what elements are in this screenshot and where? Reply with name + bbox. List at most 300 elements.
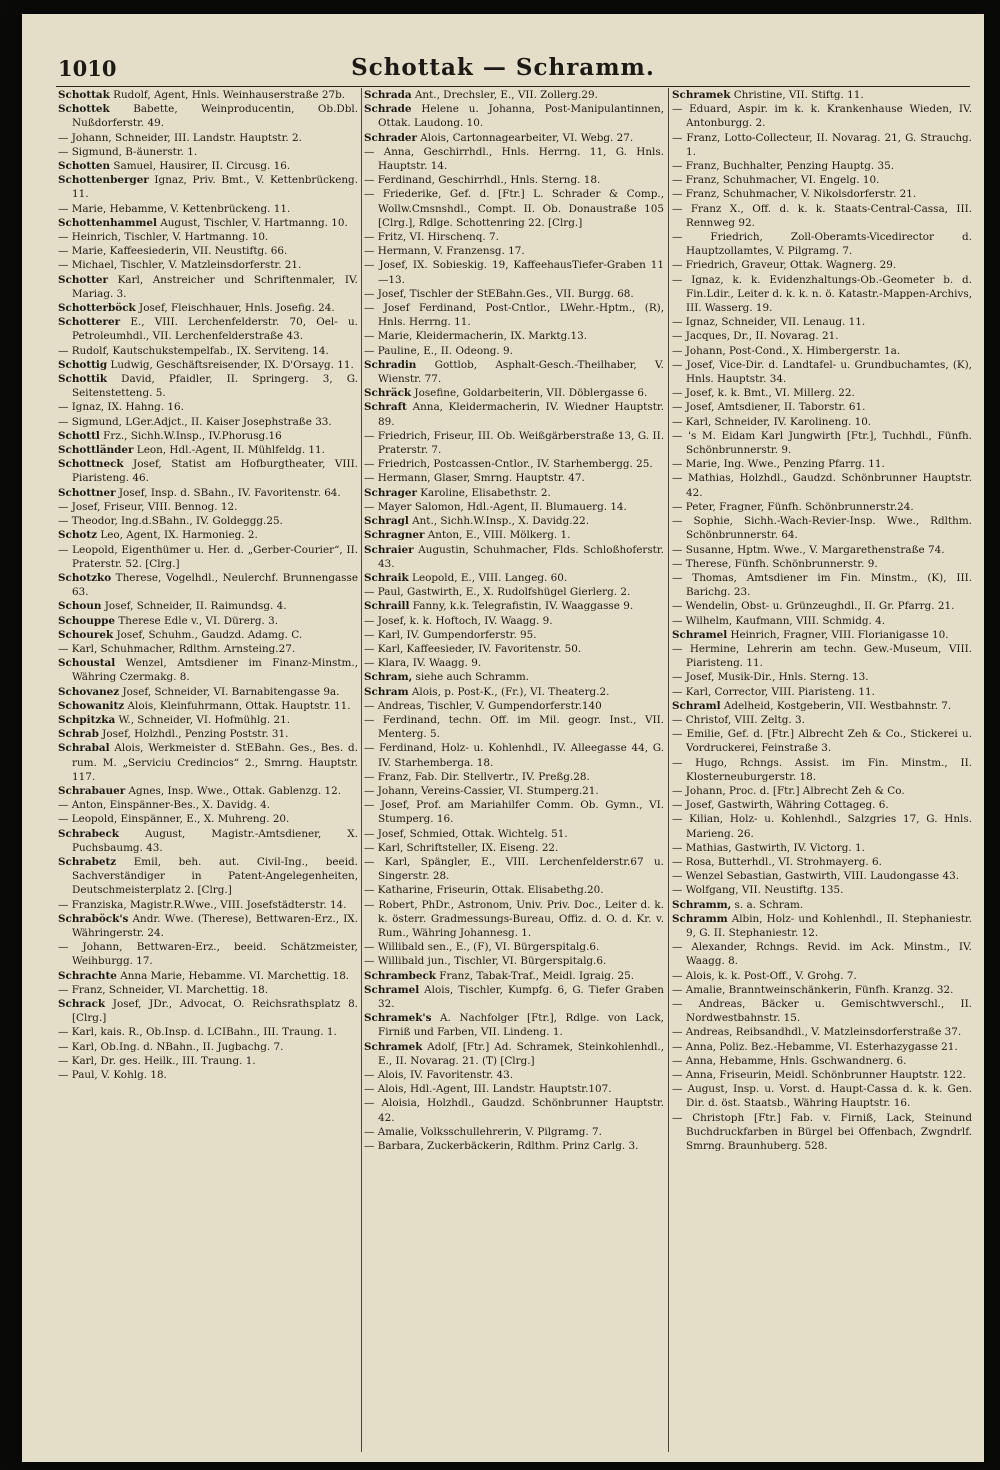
entry-details: — Ferdinand, techn. Off. im Mil. geogr. Inst., VII. Menterg. 5.: [364, 713, 664, 741]
directory-entry: [672, 173, 972, 187]
directory-entry: [58, 372, 358, 400]
entry-details: Frz., Sichh.W.Insp., IV.Phorusg.16: [99, 429, 282, 442]
entry-details: — Christoph [Ftr.] Fab. v. Firniß, Lack, Steinund Buchdruckfarben in Bürgel bei Offenbach, Zwgndrlf. Smrng. Braunhuberg. 528.: [672, 1111, 972, 1153]
directory-entry: [364, 244, 664, 258]
entry-surname: Schramel: [364, 983, 420, 996]
entry-surname: Schotten: [58, 160, 111, 173]
directory-entry: [672, 670, 972, 684]
directory-entry: [672, 1082, 972, 1110]
entry-details: Josef, Schuhm., Gaudzd. Adamg. C.: [113, 628, 303, 641]
entry-details: — Heinrich, Tischler, V. Hartmanng. 10.: [58, 231, 269, 244]
entry-details: — Mayer Salomon, Hdl.-Agent, II. Blumauerg. 14.: [364, 500, 627, 513]
entry-details: — Katharine, Friseurin, Ottak. Elisabethg.20.: [364, 884, 604, 897]
directory-entry: [58, 784, 358, 798]
directory-entry: [672, 457, 972, 471]
directory-entry: [672, 685, 972, 699]
entry-details: W., Schneider, VI. Hofmühlg. 21.: [115, 713, 291, 726]
entry-details: Wenzel, Amtsdiener im Finanz-Minstm., Währing Czermakg. 8.: [72, 657, 358, 684]
directory-entry: [58, 258, 358, 272]
directory-entry: [364, 1068, 664, 1082]
directory-entry: [364, 543, 664, 571]
entry-details: — Marie, Kaffeesiederin, VII. Neustiftg. 66.: [58, 245, 288, 258]
entry-details: — Franz, Schneider, VI. Marchettig. 18.: [58, 983, 268, 996]
entry-details: — Willibald jun., Tischler, VI. Bürgerspitalg.6.: [364, 955, 607, 968]
directory-entry: [58, 741, 358, 784]
directory-entry: [58, 500, 358, 514]
entry-surname: Schottenhammel: [58, 216, 157, 229]
entry-surname: Schram: [364, 685, 409, 698]
entry-details: — Ignaz, IX. Hahng. 16.: [58, 401, 184, 414]
directory-entry: [58, 798, 358, 812]
directory-entry: [672, 940, 972, 968]
entry-details: — Sigmund, B-äunerstr. 1.: [58, 145, 198, 158]
entry-details: — Andreas, Tischler, V. Gumpendorferstr.140: [364, 699, 602, 712]
directory-entry: [58, 713, 358, 727]
entry-surname: Schramek: [672, 89, 731, 101]
entry-surname: Schrade: [364, 103, 412, 116]
entry-details: Gottlob, Asphalt-Gesch.-Theilhaber, V. Wienstr. 77.: [378, 358, 664, 386]
entry-details: Heinrich, Fragner, VIII. Florianigasse 10.: [727, 628, 949, 641]
entry-details: — Karl, Corrector, VIII. Piaristeng. 11.: [672, 685, 875, 698]
entry-details: Josef, Insp. d. SBahn., IV. Favoritenstr. 64.: [115, 486, 341, 499]
entry-details: — Wilhelm, Kaufmann, VIII. Schmidg. 4.: [672, 614, 886, 627]
entry-details: Therese, Vogelhdl., Neulerchf. Brunnengasse 63.: [72, 571, 358, 599]
directory-entry: [672, 599, 972, 613]
entry-details: Leo, Agent, IX. Harmonieg. 2.: [97, 529, 258, 542]
directory-entry: [672, 187, 972, 201]
entry-details: August, Tischler, V. Hartmanng. 10.: [156, 216, 348, 229]
directory-entry: [364, 514, 664, 528]
directory-entry: [672, 969, 972, 983]
entry-details: Josef, Fleischhauer, Hnls. Josefig. 24.: [135, 302, 335, 315]
entry-details: — Pauline, E., II. Odeong. 9.: [364, 344, 513, 357]
directory-entry: [364, 145, 664, 173]
entry-surname: Schrader: [364, 131, 417, 144]
entry-details: — Ignaz, Schneider, VII. Lenaug. 11.: [672, 316, 866, 329]
entry-details: Babette, Weinproducentin, Ob.Dbl. Nußdorferstr. 49.: [72, 103, 358, 130]
entry-surname: Schramel: [672, 628, 728, 641]
directory-entry: [672, 258, 972, 272]
entry-surname: Schottig: [58, 358, 108, 371]
entry-details: — Friederike, Gef. d. [Ftr.] L. Schrader & Comp., Wollw.Cmsnshdl., Compt. II. Ob. Donaustraße 105 [Clrg.], Rdlge. Schottenring 22. [Clrg.]: [364, 188, 664, 229]
entry-details: Josef, Holzhdl., Penzing Poststr. 31.: [98, 728, 289, 741]
directory-entry: [672, 386, 972, 400]
entry-details: David, Pfaidler, II. Springerg. 3, G. Seitenstetteng. 5.: [72, 373, 358, 400]
directory-entry: [364, 841, 664, 855]
entry-details: — Karl, kais. R., Ob.Insp. d. LCIBahn., III. Traung. 1.: [58, 1026, 337, 1039]
entry-details: — Josef, Friseur, VIII. Bennog. 12.: [58, 500, 238, 513]
entry-details: — Josef Ferdinand, Post-Cntlor., LWehr.-Hptm., (R), Hnls. Herrng. 11.: [364, 302, 664, 329]
directory-entry: [672, 557, 972, 571]
entry-details: Adolf, [Ftr.] Ad. Schramek, Steinkohlenhdl., E., II. Novarag. 21. (T) [Clrg.]: [378, 1040, 664, 1067]
entry-surname: Schraml: [672, 699, 721, 712]
entry-details: Alois, Cartonnagearbeiter, VI. Webg. 27.: [416, 131, 634, 144]
entry-surname: Schourek: [58, 628, 114, 641]
directory-entry: [672, 798, 972, 812]
directory-entry: [58, 102, 358, 130]
directory-entry: [58, 1025, 358, 1039]
directory-entry: [364, 599, 664, 613]
entry-details: Josef, JDr., Advocat, O. Reichsrathsplatz 8. [Clrg.]: [72, 998, 358, 1025]
directory-entry: [364, 585, 664, 599]
column-divider: [668, 88, 669, 1452]
entry-details: — Josef, k. k. Hoftoch, IV. Waagg. 9.: [364, 614, 553, 627]
entry-details: — Paul, Gastwirth, E., X. Rudolfshügel Gierlerg. 2.: [364, 586, 631, 599]
entry-details: — Andreas, Reibsandhdl., V. Matzleinsdorferstraße 37.: [672, 1026, 962, 1039]
directory-entry: [58, 88, 358, 102]
entry-details: — Hermine, Lehrerin am techn. Gew.-Museum, VIII. Piaristeng. 11.: [672, 642, 972, 670]
directory-entry: [58, 457, 358, 485]
entry-details: — Anna, Poliz. Bez.-Hebamme, VI. Esterhazygasse 21.: [672, 1040, 958, 1053]
entry-details: — Josef, k. k. Bmt., VI. Millerg. 22.: [672, 387, 855, 400]
entry-surname: Schovanez: [58, 685, 120, 698]
entry-details: Josef, Statist am Hofburgtheater, VIII. Piaristeng. 46.: [72, 458, 358, 485]
entry-details: — Christof, VIII. Zeltg. 3.: [672, 713, 805, 726]
entry-surname: Schraik: [364, 571, 409, 584]
entry-details: — Ferdinand, Holz- u. Kohlenhdl., IV. Alleegasse 44, G. IV. Starhemberga. 18.: [364, 742, 664, 769]
entry-details: s. a. Schram.: [731, 898, 804, 911]
directory-entry: [672, 1054, 972, 1068]
directory-entry: [364, 386, 664, 400]
entry-surname: Schram,: [364, 671, 413, 684]
entry-surname: Schrager: [364, 486, 417, 499]
directory-entry: [364, 983, 664, 1011]
entry-details: — Theodor, Ing.d.SBahn., IV. Goldeggg.25.: [58, 515, 283, 528]
entry-details: Karl, Anstreicher und Schriftenmaler, IV. Mariag. 3.: [72, 273, 358, 300]
entry-surname: Schotterer: [58, 316, 121, 329]
directory-page: [22, 14, 984, 1462]
entry-surname: Schrack: [58, 998, 106, 1010]
directory-entry: [58, 898, 358, 912]
directory-entry: [58, 1040, 358, 1054]
directory-entry: [672, 727, 972, 755]
directory-entry: [58, 614, 358, 628]
entry-details: Alois, p. Post-K., (Fr.), VI. Theaterg.2.: [408, 685, 610, 698]
entry-details: — Friedrich, Postcassen-Cntlor., IV. Starhembergg. 25.: [364, 458, 653, 471]
directory-entry: [58, 940, 358, 968]
entry-details: — Eduard, Aspir. im k. k. Krankenhause Wieden, IV. Antonburgg. 2.: [672, 103, 972, 130]
entry-details: — Karl, Schuhmacher, Rdlthm. Arnsteing.27.: [58, 642, 296, 655]
directory-entry: [58, 685, 358, 699]
entry-surname: Schrambeck: [364, 969, 436, 982]
entry-details: — Karl, IV. Gumpendorferstr. 95.: [364, 628, 537, 641]
directory-entry: [58, 315, 358, 343]
directory-entry: [58, 969, 358, 983]
directory-entry: [364, 88, 664, 102]
directory-entry: [58, 358, 358, 372]
entry-surname: Schottländer: [58, 444, 134, 457]
directory-entry: [364, 1011, 664, 1039]
directory-entry: [672, 514, 972, 542]
directory-entry: [672, 628, 972, 642]
entry-surname: Schottl: [58, 429, 100, 442]
entry-details: — Emilie, Gef. d. [Ftr.] Albrecht Zeh & Co., Stickerei u. Vordruckerei, Feinstraße 3.: [672, 728, 972, 755]
entry-details: — Michael, Tischler, V. Matzleinsdorferstr. 21.: [58, 259, 302, 272]
directory-entry: [364, 486, 664, 500]
directory-entry: [364, 642, 664, 656]
entry-details: — Josef, Musik-Dir., Hnls. Sterng. 13.: [672, 671, 869, 684]
entry-details: — Johann, Vereins-Cassier, VI. Stumperg.21.: [364, 784, 599, 797]
entry-details: Fanny, k.k. Telegrafistin, IV. Waaggasse 9.: [409, 600, 634, 613]
entry-details: — Wendelin, Obst- u. Grünzeughdl., II. Gr. Pfarrg. 21.: [672, 600, 955, 613]
entry-details: Josefine, Goldarbeiterin, VII. Döblergasse 6.: [411, 387, 648, 400]
directory-entry: [672, 699, 972, 713]
entry-details: — August, Insp. u. Vorst. d. Haupt-Cassa d. k. k. Gen. Dir. d. öst. Staatsb., Währing Hauptstr. 16.: [672, 1083, 972, 1110]
entry-details: — Franz, Buchhalter, Penzing Hauptg. 35.: [672, 160, 895, 173]
directory-entry: [58, 273, 358, 301]
entry-details: Agnes, Insp. Wwe., Ottak. Gablenzg. 12.: [125, 784, 342, 797]
entry-surname: Schottik: [58, 373, 108, 386]
entry-details: — Franz, Lotto-Collecteur, II. Novarag. 21, G. Strauchg. 1.: [672, 131, 972, 158]
entry-details: — Willibald sen., E., (F), VI. Bürgerspitalg.6.: [364, 941, 600, 954]
entry-details: — Robert, PhDr., Astronom, Univ. Priv. Doc., Leiter d. k. k. österr. Gradmessungs-Bureau, Offiz. d. O. d. Kr. v. Rum., Währing Johannesg. 1.: [364, 898, 664, 939]
entry-details: Anna, Kleidermacherin, IV. Wiedner Hauptstr. 89.: [378, 401, 664, 428]
directory-entry: [364, 287, 664, 301]
directory-entry: [672, 358, 972, 386]
directory-entry: [672, 400, 972, 414]
entry-details: — Karl, Schneider, IV. Karolineng. 10.: [672, 415, 872, 428]
directory-entry: [672, 912, 972, 940]
directory-entry: [672, 1025, 972, 1039]
entry-details: — 's M. Eidam Karl Jungwirth [Ftr.], Tuchhdl., Fünfh. Schönbrunnerstr. 9.: [672, 429, 972, 457]
directory-entry: [672, 841, 972, 855]
entry-details: — Susanne, Hptm. Wwe., V. Margarethenstraße 74.: [672, 543, 945, 556]
entry-details: — Anton, Einspänner-Bes., X. Davidg. 4.: [58, 799, 270, 812]
directory-entry: [364, 344, 664, 358]
entry-details: Ant., Sichh.W.Insp., X. Davidg.22.: [408, 515, 590, 528]
directory-entry: [364, 784, 664, 798]
directory-entry: [364, 670, 664, 684]
directory-entry: [364, 1125, 664, 1139]
entry-surname: Schrada: [364, 89, 412, 101]
entry-details: — Josef, Schmied, Ottak. Wichtelg. 51.: [364, 827, 568, 840]
entry-details: — Marie, Ing. Wwe., Penzing Pfarrg. 11.: [672, 458, 885, 471]
entry-details: Helene u. Johanna, Post-Manipulantinnen, Ottak. Laudong. 10.: [378, 103, 664, 130]
directory-entry: [58, 1054, 358, 1068]
directory-entry: [364, 329, 664, 343]
directory-entry: [364, 685, 664, 699]
directory-entry: [672, 1068, 972, 1082]
entry-details: — Friedrich, Friseur, III. Ob. Weißgärberstraße 13, G. II. Praterstr. 7.: [364, 429, 664, 457]
entry-details: Josef, Schneider, II. Raimundsg. 4.: [101, 600, 287, 613]
directory-entry: [58, 145, 358, 159]
entry-details: Anton, E., VIII. Mölkerg. 1.: [424, 529, 571, 542]
entry-surname: Schottneck: [58, 458, 124, 471]
entry-surname: Schragner: [364, 529, 425, 542]
entry-details: Therese Edle v., VI. Dürerg. 3.: [115, 614, 279, 627]
entry-details: — Kilian, Holz- u. Kohlenhdl., Salzgries 17, G. Hnls. Marieng. 26.: [672, 813, 972, 840]
directory-entry: [58, 131, 358, 145]
entry-details: — Franz, Schuhmacher, VI. Engelg. 10.: [672, 174, 880, 187]
entry-details: — Anna, Hebamme, Hnls. Gschwandnerg. 6.: [672, 1054, 907, 1067]
directory-entry: [58, 301, 358, 315]
directory-entry: [672, 500, 972, 514]
entry-details: Josef, Schneider, VI. Barnabitengasse 9a.: [119, 685, 340, 698]
directory-entry: [364, 770, 664, 784]
directory-entry: [58, 599, 358, 613]
entry-surname: Schrabal: [58, 742, 110, 755]
entry-details: — Friedrich, Graveur, Ottak. Wagnerg. 29.: [672, 259, 897, 272]
directory-entry: [672, 756, 972, 784]
directory-entry: [672, 614, 972, 628]
directory-entry: [364, 173, 664, 187]
entry-details: — Johann, Bettwaren-Erz., beeid. Schätzmeister, Weihburgg. 17.: [58, 941, 358, 968]
directory-entry: [672, 713, 972, 727]
entry-details: — Paul, V. Kohlg. 18.: [58, 1069, 167, 1082]
entry-details: Christine, VII. Stiftg. 11.: [730, 89, 864, 101]
entry-surname: Schottak: [58, 89, 110, 101]
directory-entry: [364, 798, 664, 826]
directory-entry: [58, 429, 358, 443]
running-title: Schottak — Schramm.: [351, 54, 655, 81]
directory-entry: [364, 400, 664, 428]
directory-entry: [58, 642, 358, 656]
directory-entry: [672, 543, 972, 557]
entry-details: — Anna, Geschirrhdl., Hnls. Herrng. 11, G. Hnls. Hauptstr. 14.: [364, 145, 664, 173]
directory-entry: [364, 1040, 664, 1068]
directory-entry: [364, 429, 664, 457]
entry-details: — Josef, Amtsdiener, II. Taborstr. 61.: [672, 401, 866, 414]
entry-details: Augustin, Schuhmacher, Flds. Schloßhoferstr. 43.: [378, 543, 664, 570]
directory-entry: [364, 571, 664, 585]
entry-details: — Marie, Kleidermacherin, IX. Marktg.13.: [364, 330, 588, 343]
entry-surname: Schoustal: [58, 657, 116, 670]
directory-entry: [58, 543, 358, 571]
entry-details: — Hermann, Glaser, Smrng. Hauptstr. 47.: [364, 472, 585, 485]
entry-details: Samuel, Hausirer, II. Circusg. 16.: [110, 160, 291, 173]
directory-entry: [672, 159, 972, 173]
entry-surname: Schottek: [58, 103, 110, 116]
entry-surname: Schoun: [58, 600, 102, 613]
directory-entry: [364, 187, 664, 230]
directory-entry: [58, 415, 358, 429]
entry-details: — Wenzel Sebastian, Gastwirth, VIII. Laudongasse 43.: [672, 870, 960, 883]
directory-entry: [672, 869, 972, 883]
directory-entry: [364, 656, 664, 670]
directory-entry: [672, 642, 972, 670]
directory-entry: [672, 571, 972, 599]
directory-entry: [58, 514, 358, 528]
entry-surname: Schraft: [364, 401, 407, 414]
column-divider: [361, 88, 362, 1452]
directory-entry: [364, 741, 664, 769]
directory-entry: [672, 315, 972, 329]
entry-details: — Anna, Friseurin, Meidl. Schönbrunner Hauptstr. 122.: [672, 1069, 966, 1082]
entry-details: — Franz, Schuhmacher, V. Nikolsdorferstr. 21.: [672, 188, 917, 201]
directory-entry: [364, 855, 664, 883]
entry-details: — Johann, Proc. d. [Ftr.] Albrecht Zeh & Co.: [672, 784, 905, 797]
directory-entry: [364, 1082, 664, 1096]
entry-surname: Schradin: [364, 358, 417, 371]
directory-entry: [672, 855, 972, 869]
entry-surname: Schraill: [364, 600, 410, 613]
directory-entry: [58, 230, 358, 244]
entry-details: — Jacques, Dr., II. Novarag. 21.: [672, 330, 839, 343]
directory-entry: [58, 159, 358, 173]
entry-details: — Barbara, Zuckerbäckerin, Rdlthm. Prinz Carlg. 3.: [364, 1140, 639, 1153]
directory-entry: [364, 969, 664, 983]
directory-entry: [58, 812, 358, 826]
directory-entry: [58, 1068, 358, 1082]
entry-details: — Johann, Post-Cond., X. Himbergerstr. 1a.: [672, 344, 901, 357]
directory-entry: [364, 471, 664, 485]
entry-details: — Amalie, Volksschullehrerin, V. Pilgramg. 7.: [364, 1125, 602, 1138]
directory-entry: [672, 1111, 972, 1154]
entry-details: — Karl, Kaffeesieder, IV. Favoritenstr. 50.: [364, 642, 582, 655]
entry-details: — Alois, k. k. Post-Off., V. Grohg. 7.: [672, 969, 857, 982]
entry-details: Adelheid, Kostgeberin, VII. Westbahnstr. 7.: [720, 699, 952, 712]
entry-details: — Ignaz, k. k. Evidenzhaltungs-Ob.-Geometer b. d. Fin.Ldir., Leiter d. k. k. n. ö. Katastr.-Mappen-Archivs, III. Wasserg. 19.: [672, 273, 972, 315]
entry-details: — Franz, Fab. Dir. Stellvertr., IV. Preßg.28.: [364, 770, 590, 783]
directory-entry: [672, 415, 972, 429]
entry-details: — Sophie, Sichh.-Wach-Revier-Insp. Wwe., Rdlthm. Schönbrunnerstr. 64.: [672, 515, 972, 542]
entry-surname: Schotz: [58, 529, 98, 542]
entry-details: — Josef, Vice-Dir. d. Landtafel- u. Grundbuchamtes, (K), Hnls. Hauptstr. 34.: [672, 358, 972, 386]
directory-entry: [672, 1040, 972, 1054]
entry-details: — Josef, IX. Sobieskig. 19, KaffeehausTiefer-Graben 11—13.: [364, 259, 664, 286]
entry-details: Alois, Werkmeister d. StEBahn. Ges., Bes. d. rum. M. „Serviciu Credincios“ 2., Smrng. Hauptstr. 117.: [72, 742, 358, 783]
entry-details: — Peter, Fragner, Fünfh. Schönbrunnerstr.24.: [672, 500, 914, 513]
directory-entry: [58, 628, 358, 642]
directory-entry: [672, 883, 972, 897]
entry-surname: Schotter: [58, 273, 108, 286]
entry-details: — Fritz, VI. Hirschenq. 7.: [364, 231, 499, 244]
directory-entry: [58, 727, 358, 741]
entry-details: — Wolfgang, VII. Neustiftg. 135.: [672, 884, 844, 897]
directory-entry: [58, 528, 358, 542]
directory-entry: [58, 244, 358, 258]
directory-entry: [58, 699, 358, 713]
entry-details: A. Nachfolger [Ftr.], Rdlge. von Lack, Firniß und Farben, VII. Lindeng. 1.: [378, 1012, 664, 1039]
entry-details: — Mathias, Holzhdl., Gaudzd. Schönbrunner Hauptstr. 42.: [672, 472, 972, 499]
directory-entry: [364, 940, 664, 954]
directory-entry: [364, 954, 664, 968]
directory-entry: [364, 713, 664, 741]
entry-details: — Therese, Fünfh. Schönbrunnerstr. 9.: [672, 557, 878, 570]
entry-surname: Schraier: [364, 543, 414, 556]
directory-entry: [672, 898, 972, 912]
directory-entry: [58, 216, 358, 230]
directory-entry: [364, 898, 664, 941]
entry-details: — Josef, Gastwirth, Währing Cottageg. 6.: [672, 799, 889, 812]
directory-entry: [58, 997, 358, 1025]
entry-details: — Josef, Prof. am Mariahilfer Comm. Ob. Gymn., VI. Stumperg. 16.: [364, 799, 664, 826]
entry-surname: Schraböck's: [58, 912, 129, 925]
directory-entry: [58, 202, 358, 216]
entry-details: — Thomas, Amtsdiener im Fin. Minstm., (K), III. Barichg. 23.: [672, 571, 972, 599]
entry-details: — Josef, Tischler der StEBahn.Ges., VII. Burgg. 68.: [364, 287, 634, 300]
entry-details: siehe auch Schramm.: [412, 671, 529, 684]
entry-surname: Schowanitz: [58, 699, 125, 712]
directory-entry: [364, 102, 664, 130]
entry-details: — Karl, Spängler, E., VIII. Lerchenfelderstr.67 u. Singerstr. 28.: [364, 855, 664, 883]
entry-details: — Alois, Hdl.-Agent, III. Landstr. Hauptstr.107.: [364, 1083, 612, 1096]
directory-entry: [364, 230, 664, 244]
directory-entry: [672, 88, 972, 102]
entry-details: Anna Marie, Hebamme. VI. Marchettig. 18.: [116, 969, 350, 982]
directory-entry: [364, 358, 664, 386]
directory-entry: [58, 912, 358, 940]
entry-surname: Schotzko: [58, 571, 112, 584]
directory-entry: [364, 1096, 664, 1124]
entry-details: — Andreas, Bäcker u. Gemischtwverschl., II. Nordwestbahnstr. 15.: [672, 998, 972, 1025]
entry-details: — Marie, Hebamme, V. Kettenbrückeng. 11.: [58, 202, 291, 215]
directory-entry: [672, 202, 972, 230]
entry-details: — Alois, IV. Favoritenstr. 43.: [364, 1069, 514, 1082]
entry-details: Karoline, Elisabethstr. 2.: [416, 486, 551, 499]
directory-entry: [672, 812, 972, 840]
directory-entry: [364, 301, 664, 329]
